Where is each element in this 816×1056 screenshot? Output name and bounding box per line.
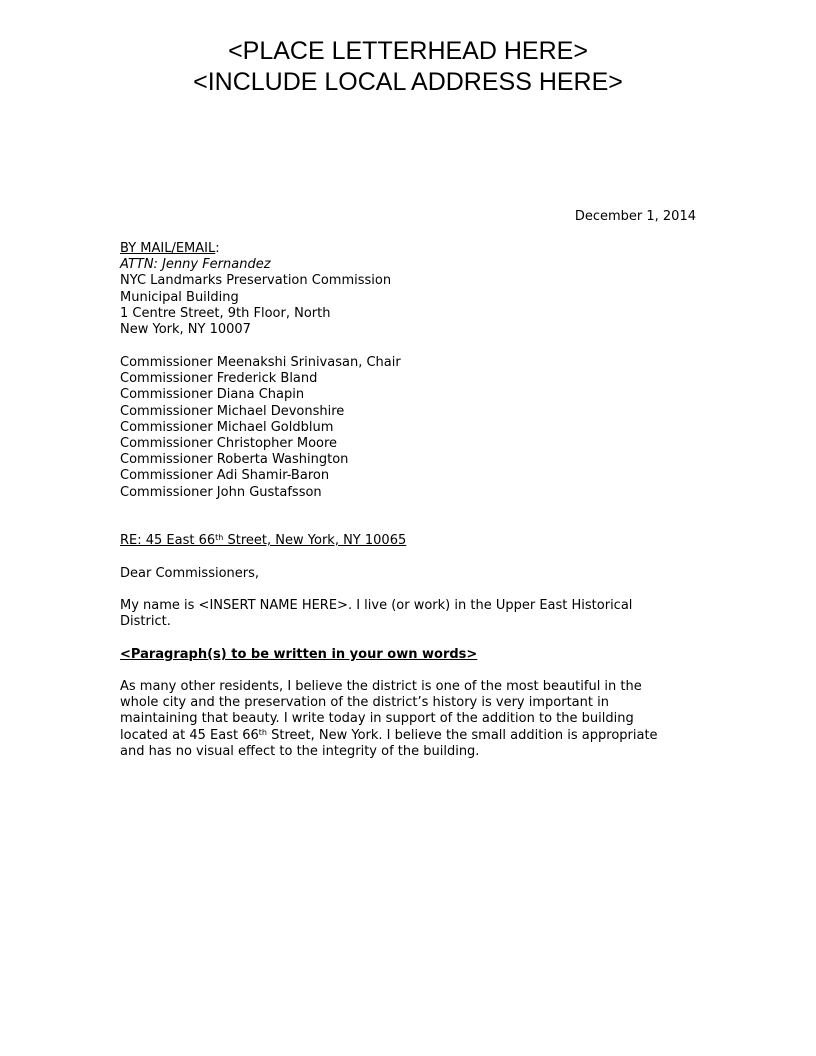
recipient-address-block [120,241,700,338]
letter-date: December 1, 2014 [574,209,696,224]
commissioner-item: Commissioner Diana Chapin [120,387,305,403]
support-line-1: As many other residents, I believe the district is one of the most beautiful in the [120,679,642,694]
delivery-label: BY MAIL/EMAIL [120,241,216,256]
subject-line [120,533,700,549]
attention-line: ATTN: Jenny Fernandez [120,257,271,273]
local-address-placeholder: <INCLUDE LOCAL ADDRESS HERE> [193,68,623,96]
support-line-4 [120,728,700,744]
delivery-colon: : [215,241,220,256]
letterhead-placeholder: <PLACE LETTERHEAD HERE> [228,37,588,65]
letterhead [0,36,816,98]
commissioner-item: Commissioner Michael Goldblum [120,419,334,435]
support-line-4-suffix: Street, New York. I believe the small addition is appropriate [266,727,658,743]
intro-line-1: My name is <INSERT NAME HERE>. I live (or work) in the Upper East Historical [120,598,633,613]
support-line-5: and has no visual effect to the integrity of the building. [120,743,480,759]
organization-name: NYC Landmarks Preservation Commission [120,273,392,289]
building-name: Municipal Building [120,289,239,305]
city-state-zip: New York, NY 10007 [120,322,251,338]
support-line-3: maintaining that beauty. I write today in support of the addition to the building [120,711,634,727]
support-line-4-prefix: located at 45 East 66 [120,727,259,743]
commissioner-list [120,355,700,501]
support-paragraph [120,679,700,760]
commissioner-item: Commissioner Frederick Bland [120,371,318,387]
support-line-2: whole city and the preservation of the district’s history is very important in [120,695,609,711]
commissioner-item: Commissioner Roberta Washington [120,452,349,468]
commissioner-item: Commissioner Meenakshi Srinivasan, Chair [120,355,401,370]
commissioner-item: Commissioner Christopher Moore [120,436,338,452]
subject-prefix: RE: 45 East 66 [120,533,216,548]
intro-line-2: District. [120,614,171,630]
support-line-4-ordinal: th [258,727,267,737]
intro-paragraph [120,598,700,630]
subject-ordinal: th [215,533,224,542]
salutation: Dear Commissioners, [120,566,260,581]
paragraph-prompt: <Paragraph(s) to be written in your own words> [120,647,478,662]
delivery-method [120,241,700,257]
commissioner-item: Commissioner Adi Shamir-Baron [120,468,330,484]
subject-suffix: Street, New York, NY 10065 [223,533,407,548]
commissioner-item: Commissioner John Gustafsson [120,484,322,500]
street-address: 1 Centre Street, 9th Floor, North [120,305,331,321]
commissioner-item: Commissioner Michael Devonshire [120,403,345,419]
